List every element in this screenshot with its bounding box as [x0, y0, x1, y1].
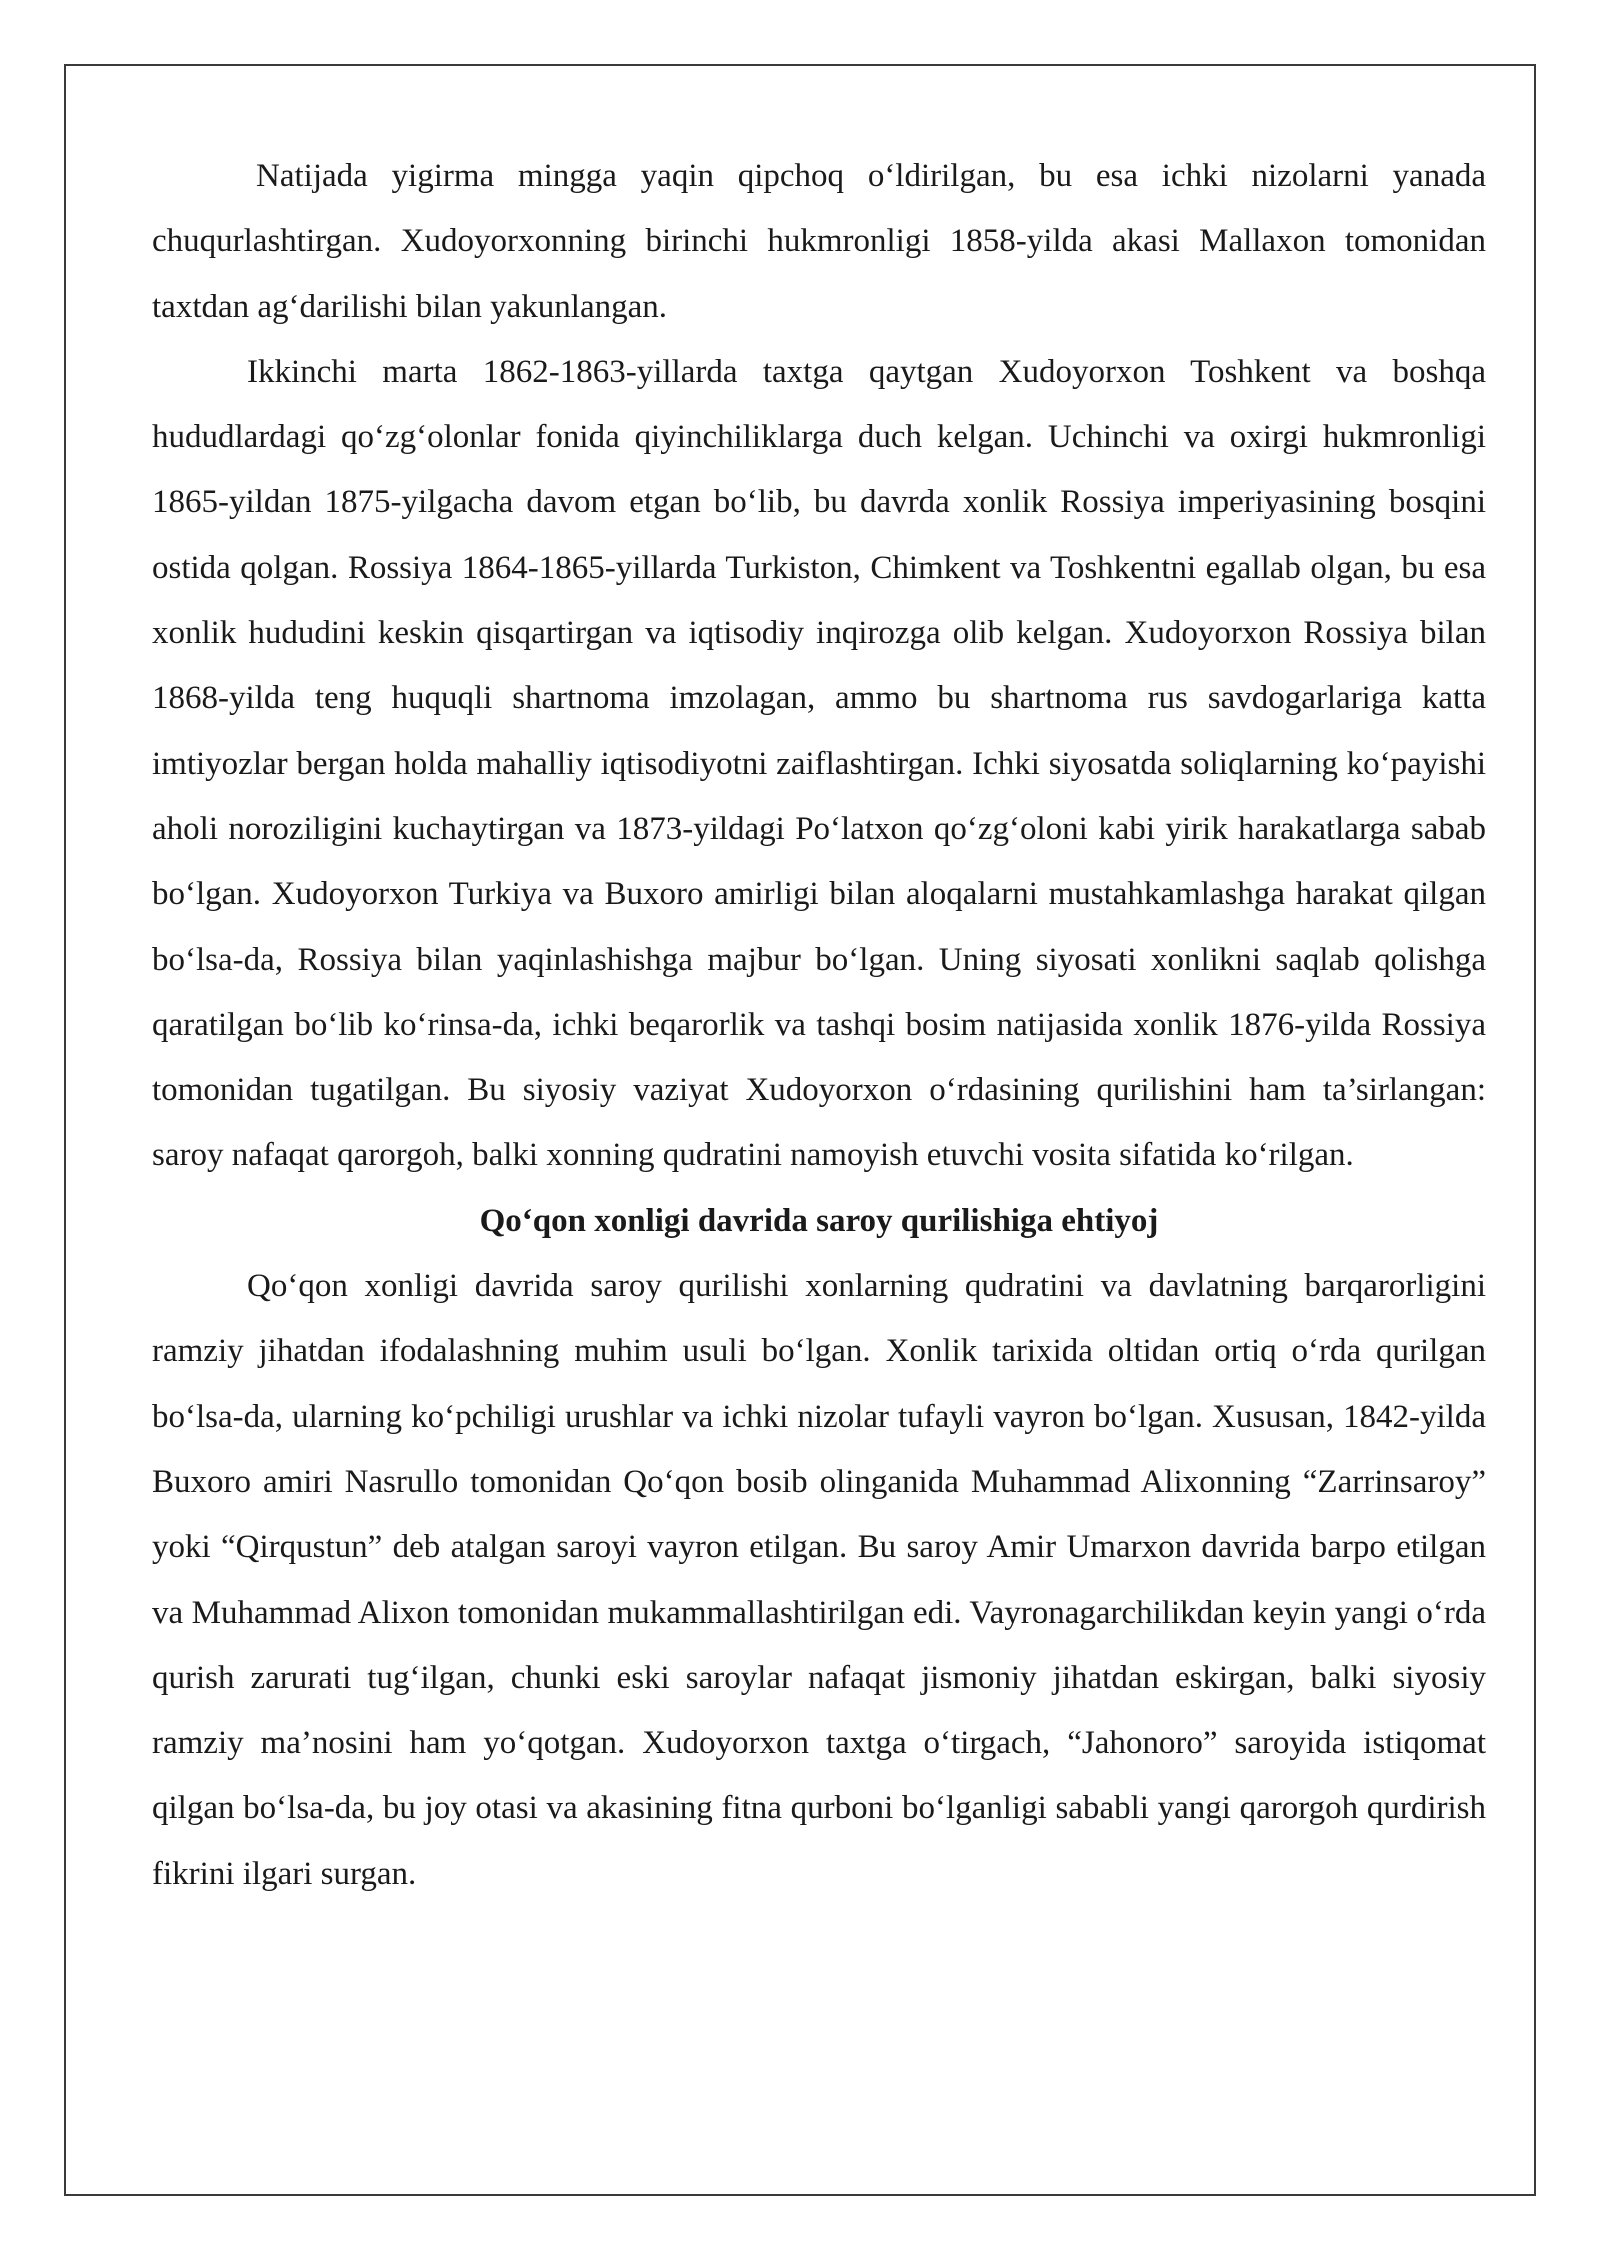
section-heading: Qo‘qon xonligi davrida saroy qurilishiga ehtiyoj [479, 1202, 1159, 1239]
paragraph: Natijada yigirma mingga yaqin qipchoq o‘ldirilgan, bu esa ichki nizolarni yanada chuqurlashtirgan. Xudoyorxonning birinchi hukmronligi 1858-yilda akasi Mallaxon tomonidan taxtdan ag‘darilishi bilan yakunlangan. [152, 158, 1486, 325]
paragraph: Qo‘qon xonligi davrida saroy qurilishi xonlarning qudratini va davlatning barqarorligini ramziy jihatdan ifodalashning muhim usuli bo‘lgan. Xonlik tarixida oltidan ortiq o‘rda qurilgan bo‘lsa-da, ularning ko‘pchiligi urushlar va ichki nizolar tufayli vayron bo‘lgan. Xususan, 1842-yilda Buxoro amiri Nasrullo tomonidan Qo‘qon bosib olinganida Muhammad Alixonning “Zarrinsaroy” yoki “Qirqustun” deb atalgan saroyi vayron etilgan. Bu saroy Amir Umarxon davrida barpo etilgan va Muhammad Alixon tomonidan mukammallashtirilgan edi. Vayronagarchilikdan keyin yangi o‘rda qurish zarurati tug‘ilgan, chunki eski saroylar nafaqat jismoniy jihatdan eskirgan, balki siyosiy ramziy ma’nosini ham yo‘qotgan. Xudoyorxon taxtga o‘tirgach, “Jahonoro” saroyida istiqomat qilgan bo‘lsa-da, bu joy otasi va akasining fitna qurboni bo‘lganligi sababli yangi qarorgoh qurdirish fikrini ilgari surgan. [152, 1268, 1486, 1892]
document-body [152, 144, 1486, 1907]
paragraph: Ikkinchi marta 1862-1863-yillarda taxtga qaytgan Xudoyorxon Toshkent va boshqa hududlardagi qo‘zg‘olonlar fonida qiyinchiliklarga duch kelgan. Uchinchi va oxirgi hukmronligi 1865-yildan 1875-yilgacha davom etgan bo‘lib, bu davrda xonlik Rossiya imperiyasining bosqini ostida qolgan. Rossiya 1864-1865-yillarda Turkiston, Chimkent va Toshkentni egallab olgan, bu esa xonlik hududini keskin qisqartirgan va iqtisodiy inqirozga olib kelgan. Xudoyorxon Rossiya bilan 1868-yilda teng huquqli shartnoma imzolagan, ammo bu shartnoma rus savdogarlariga katta imtiyozlar bergan holda mahalliy iqtisodiyotni zaiflashtirgan. Ichki siyosatda soliqlarning ko‘payishi aholi noroziligini kuchaytirgan va 1873-yildagi Po‘latxon qo‘zg‘oloni kabi yirik harakatlarga sabab bo‘lgan. Xudoyorxon Turkiya va Buxoro amirligi bilan aloqalarni mustahkamlashga harakat qilgan bo‘lsa-da, Rossiya bilan yaqinlashishga majbur bo‘lgan. Uning siyosati xonlikni saqlab qolishga qaratilgan bo‘lib ko‘rinsa-da, ichki beqarorlik va tashqi bosim natijasida xonlik 1876-yilda Rossiya tomonidan tugatilgan. Bu siyosiy vaziyat Xudoyorxon o‘rdasining qurilishini ham ta’sirlangan: saroy nafaqat qarorgoh, balki xonning qudratini namoyish etuvchi vosita sifatida ko‘rilgan. [152, 353, 1486, 1174]
